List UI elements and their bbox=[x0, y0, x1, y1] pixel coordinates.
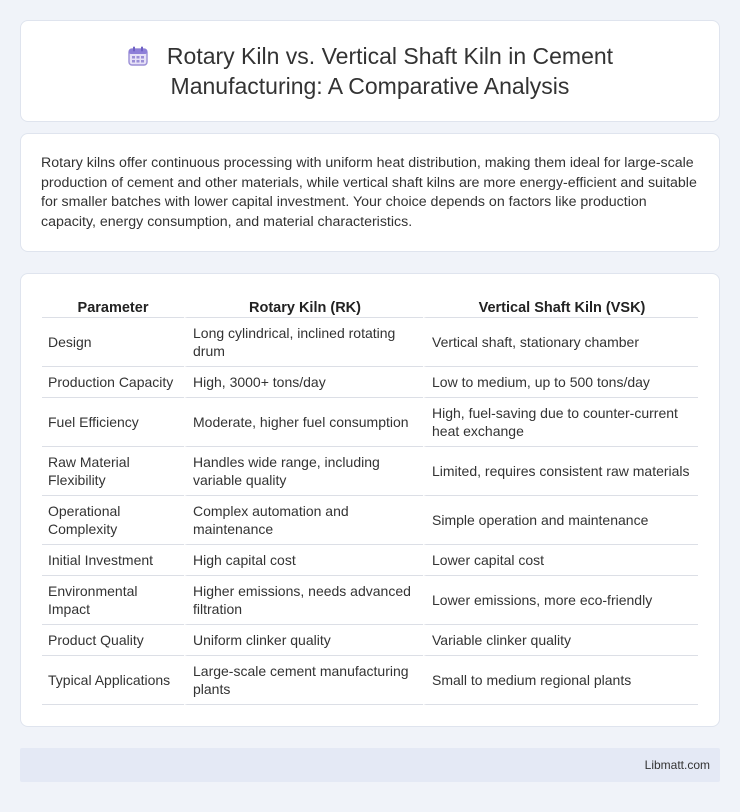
cell-rotary: High, 3000+ tons/day bbox=[184, 367, 423, 398]
table-row bbox=[42, 625, 698, 656]
header-parameter: Parameter bbox=[42, 295, 184, 318]
comparison-card bbox=[20, 273, 720, 727]
cell-parameter: Production Capacity bbox=[42, 367, 184, 398]
cell-parameter: Environmental Impact bbox=[42, 576, 184, 625]
cell-vertical: Simple operation and maintenance bbox=[423, 496, 698, 545]
cell-parameter: Raw Material Flexibility bbox=[42, 447, 184, 496]
page-title bbox=[127, 41, 613, 101]
header-rotary-kiln: Rotary Kiln (RK) bbox=[184, 295, 423, 318]
comparison-table bbox=[42, 295, 698, 705]
table-row bbox=[42, 398, 698, 447]
cell-parameter: Fuel Efficiency bbox=[42, 398, 184, 447]
intro-card bbox=[20, 133, 720, 252]
cell-vertical: High, fuel-saving due to counter-current heat exchange bbox=[423, 398, 698, 447]
intro-paragraph: Rotary kilns offer continuous processing with uniform heat distribution, making them ideal for large-scale production of cement and other materials, while vertical shaft kilns are more energy-efficient and suitable for smaller batches with lower capital investment. Your choice depends on factors like production capacity, energy consumption, and material characteristics. bbox=[41, 155, 697, 230]
cell-parameter: Typical Applications bbox=[42, 656, 184, 705]
cell-rotary: High capital cost bbox=[184, 545, 423, 576]
table-row bbox=[42, 545, 698, 576]
cell-vertical: Variable clinker quality bbox=[423, 625, 698, 656]
header-vertical-shaft-kiln: Vertical Shaft Kiln (VSK) bbox=[423, 295, 698, 318]
table-row bbox=[42, 367, 698, 398]
cell-parameter: Product Quality bbox=[42, 625, 184, 656]
table-row bbox=[42, 496, 698, 545]
cell-rotary: Higher emissions, needs advanced filtration bbox=[184, 576, 423, 625]
cell-rotary: Handles wide range, including variable quality bbox=[184, 447, 423, 496]
table-header-row bbox=[42, 295, 698, 318]
cell-vertical: Vertical shaft, stationary chamber bbox=[423, 318, 698, 367]
cell-vertical: Low to medium, up to 500 tons/day bbox=[423, 367, 698, 398]
cell-vertical: Lower capital cost bbox=[423, 545, 698, 576]
cell-rotary: Moderate, higher fuel consumption bbox=[184, 398, 423, 447]
cell-rotary: Uniform clinker quality bbox=[184, 625, 423, 656]
cell-parameter: Operational Complexity bbox=[42, 496, 184, 545]
title-line-2: Manufacturing: A Comparative Analysis bbox=[170, 73, 570, 99]
table-row bbox=[42, 656, 698, 705]
cell-rotary: Large-scale cement manufacturing plants bbox=[184, 656, 423, 705]
table-row bbox=[42, 447, 698, 496]
title-line-1: Rotary Kiln vs. Vertical Shaft Kiln in Cement bbox=[166, 43, 614, 69]
cell-rotary: Complex automation and maintenance bbox=[184, 496, 423, 545]
cell-vertical: Small to medium regional plants bbox=[423, 656, 698, 705]
table-row bbox=[42, 576, 698, 625]
table-row bbox=[42, 318, 698, 367]
cell-parameter: Initial Investment bbox=[42, 545, 184, 576]
cell-parameter: Design bbox=[42, 318, 184, 367]
cell-vertical: Limited, requires consistent raw materials bbox=[423, 447, 698, 496]
calendar-icon bbox=[127, 45, 149, 67]
footer-site-link[interactable]: Libmatt.com bbox=[644, 758, 710, 772]
cell-vertical: Lower emissions, more eco-friendly bbox=[423, 576, 698, 625]
cell-rotary: Long cylindrical, inclined rotating drum bbox=[184, 318, 423, 367]
footer bbox=[20, 748, 720, 782]
title-card bbox=[20, 20, 720, 122]
